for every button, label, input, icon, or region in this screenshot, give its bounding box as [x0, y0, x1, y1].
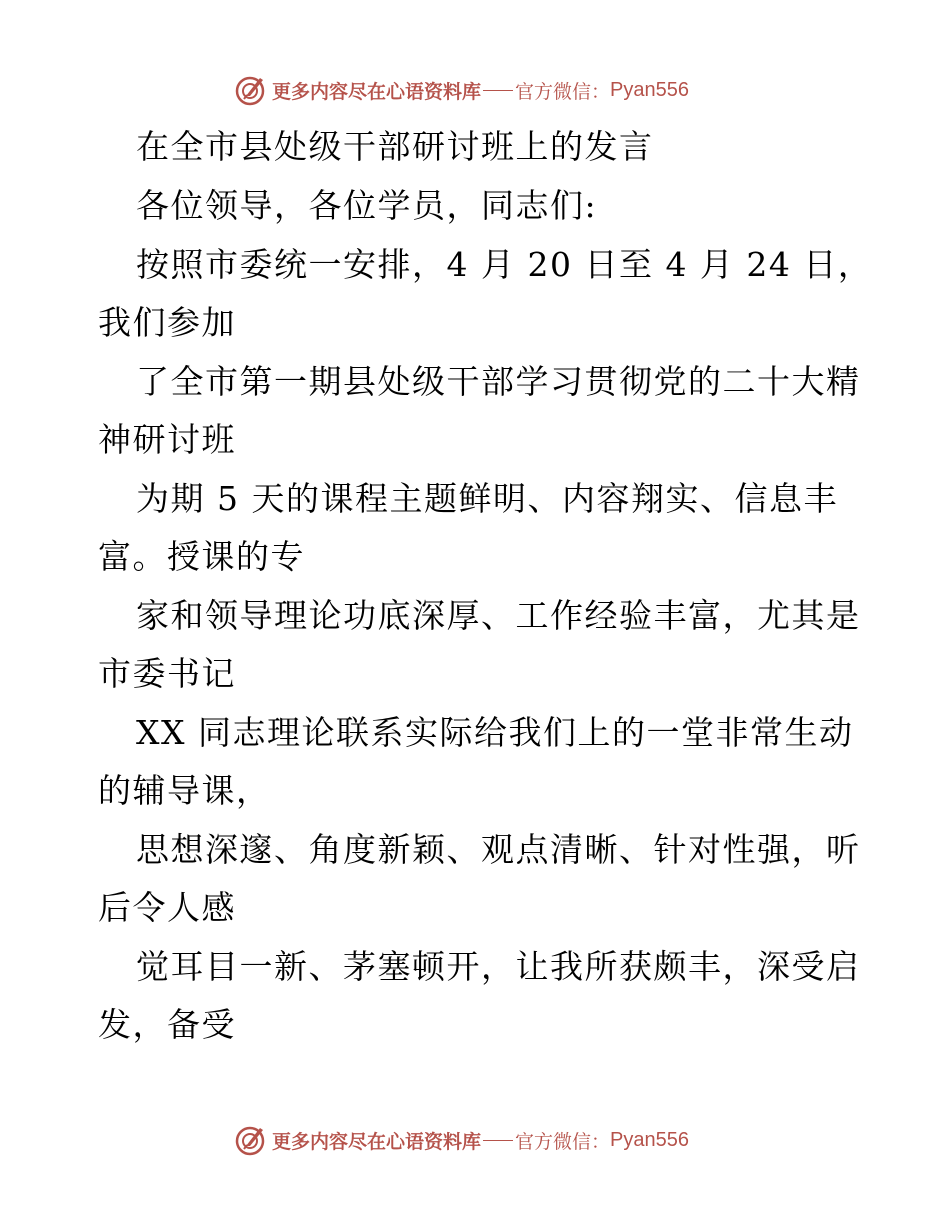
paragraph-line: 了全市第一期县处级干部学习贯彻党的二十大精: [136, 362, 861, 401]
footer-watermark: [234, 1122, 689, 1158]
paragraph-line: 后令人感: [98, 888, 236, 927]
paragraph-line: 思想深邃、角度新颖、观点清晰、针对性强，听: [136, 830, 861, 869]
paragraph-line: 富。授课的专: [98, 537, 305, 576]
paragraph-line: 市委书记: [98, 654, 236, 693]
document-title: 在全市县处级干部研讨班上的发言: [136, 127, 654, 166]
watermark-dash: [483, 90, 513, 91]
quill-logo-icon: [234, 1124, 266, 1156]
watermark-brand: 更多内容尽在心语资料库: [272, 1130, 482, 1153]
watermark-id: Pyan556: [610, 78, 689, 101]
paragraph-line: 按照市委统一安排，4 月 20 日至 4 月 24 日，: [136, 245, 873, 284]
watermark-brand: 更多内容尽在心语资料库: [272, 80, 482, 103]
watermark-sub: 官方微信：: [515, 80, 611, 103]
paragraph-line: 家和领导理论功底深厚、工作经验丰富，尤其是: [136, 596, 861, 635]
paragraph-line: 的辅导课，: [98, 771, 271, 810]
paragraph-line: 我们参加: [98, 303, 236, 342]
watermark-sub: 官方微信：: [515, 1130, 611, 1153]
watermark-dash: [483, 1140, 513, 1141]
paragraph-line: 为期 5 天的课程主题鲜明、内容翔实、信息丰: [136, 479, 838, 518]
paragraph-line: 觉耳目一新、茅塞顿开，让我所获颇丰，深受启: [136, 947, 861, 986]
paragraph-line: XX 同志理论联系实际给我们上的一堂非常生动: [136, 713, 854, 752]
quill-logo-icon: [234, 74, 266, 106]
document-greeting: 各位领导，各位学员，同志们:: [136, 186, 598, 225]
header-watermark: [234, 72, 689, 108]
watermark-id: Pyan556: [610, 1128, 689, 1151]
paragraph-line: 神研讨班: [98, 420, 236, 459]
paragraph-line: 发，备受: [98, 1005, 236, 1044]
